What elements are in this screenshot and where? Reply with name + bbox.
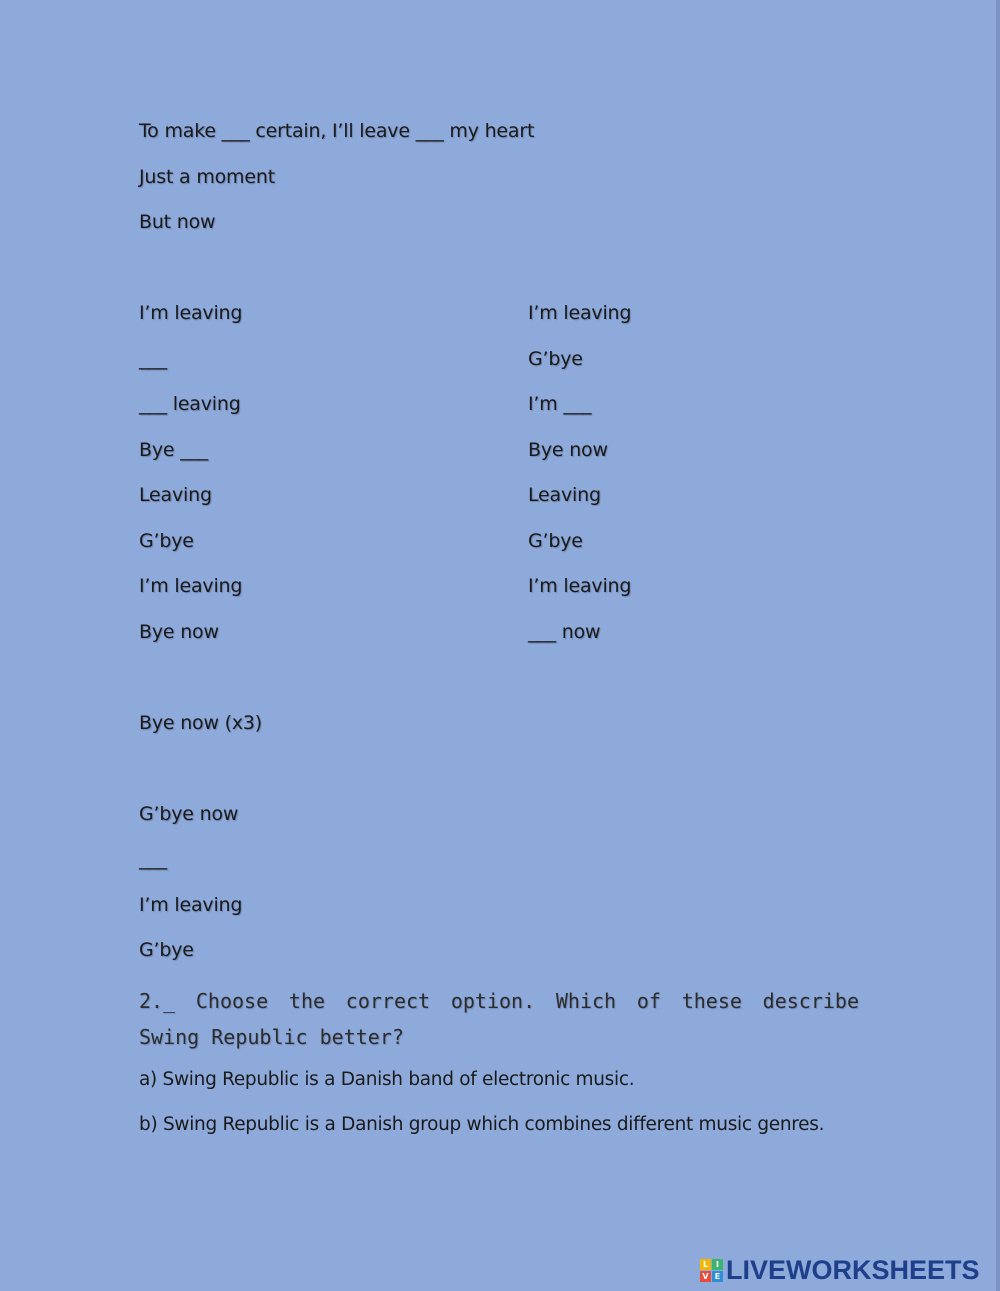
left-line-6: G’bye: [139, 530, 194, 552]
intro-line-1: To make ___ certain, I’ll leave ___ my heart: [139, 120, 535, 142]
right-line-1: I’m leaving: [528, 302, 632, 324]
logo-text: LIVEWORKSHEETS: [726, 1254, 980, 1285]
left-line-2: ___: [139, 348, 167, 370]
right-line-2: G’bye: [528, 348, 583, 370]
left-line-4: Bye ___: [139, 439, 209, 461]
ending-line-3: I’m leaving: [139, 894, 243, 916]
ending-line-4: G’bye: [139, 939, 194, 961]
repeat-line: Bye now (x3): [139, 712, 263, 734]
left-line-1: I’m leaving: [139, 302, 243, 324]
left-line-3: ___ leaving: [139, 393, 241, 415]
logo-letter: V: [700, 1271, 711, 1282]
logo-letter: L: [700, 1259, 711, 1270]
right-line-6: G’bye: [528, 530, 583, 552]
liveworksheets-logo: [700, 1255, 980, 1285]
ending-line-1: G’bye now: [139, 803, 239, 825]
ending-line-2: ___: [139, 848, 167, 870]
question-prompt: 2._ Choose the correct option. Which of these describe Swing Republic better?: [139, 989, 859, 1049]
intro-line-2: Just a moment: [139, 166, 275, 188]
left-line-7: I’m leaving: [139, 575, 243, 597]
intro-line-3: But now: [139, 211, 216, 233]
right-line-5: Leaving: [528, 484, 601, 506]
logo-letter: E: [712, 1271, 723, 1282]
right-line-8: ___ now: [528, 621, 601, 643]
page-edge: [996, 0, 1000, 1291]
option-a: a) Swing Republic is a Danish band of electronic music.: [139, 1069, 635, 1090]
left-line-5: Leaving: [139, 484, 212, 506]
right-line-4: Bye now: [528, 439, 608, 461]
logo-letter: I: [712, 1259, 723, 1270]
right-line-7: I’m leaving: [528, 575, 632, 597]
logo-icon: [700, 1259, 723, 1282]
left-line-8: Bye now: [139, 621, 219, 643]
right-line-3: I’m ___: [528, 393, 592, 415]
option-b: b) Swing Republic is a Danish group which combines different music genres.: [139, 1114, 825, 1135]
